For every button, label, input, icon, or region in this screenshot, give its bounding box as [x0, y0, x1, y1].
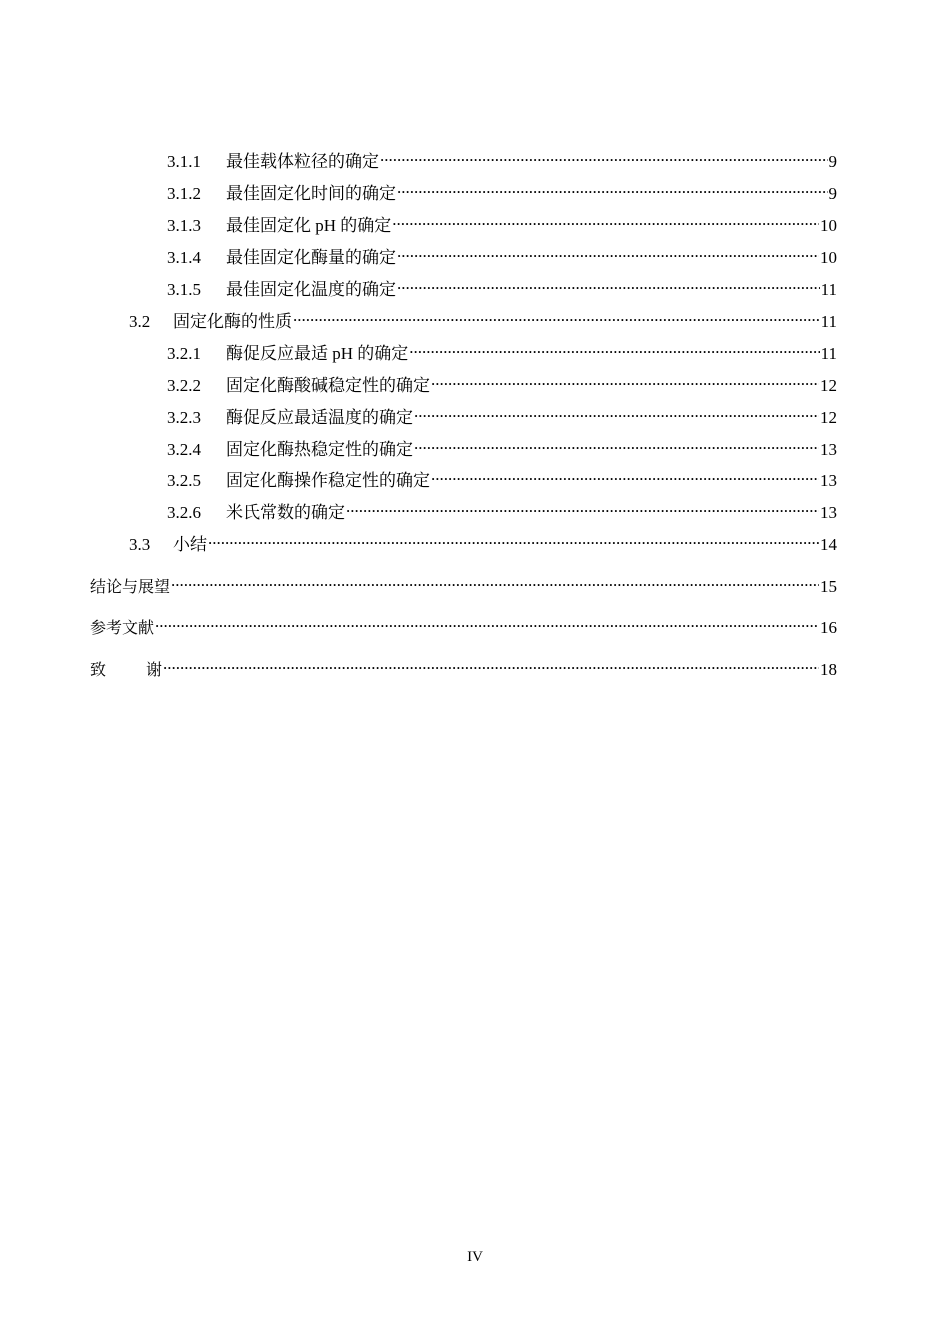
toc-section-number: 3.1.4	[167, 248, 201, 267]
toc-entry-3-1-1[interactable]	[167, 143, 837, 171]
toc-page-number: 18	[820, 660, 837, 679]
toc-section-number: 3.1.5	[167, 280, 201, 299]
toc-section-title: 米氏常数的确定	[226, 503, 345, 522]
toc-section-title: 最佳固定化酶量的确定	[226, 248, 396, 267]
toc-section-number: 3.2.6	[167, 503, 201, 522]
toc-page-number: 12	[820, 408, 837, 427]
toc-section-title: 参考文献	[90, 618, 155, 637]
toc-dot-leader	[431, 462, 819, 486]
toc-page-number: 12	[820, 376, 837, 395]
toc-page-number: 11	[820, 280, 837, 299]
toc-entry-3-1-2[interactable]	[167, 175, 837, 203]
toc-dot-leader	[346, 494, 819, 518]
toc-section-number: 3.1.3	[167, 216, 201, 235]
toc-dot-leader	[431, 367, 819, 391]
toc-page-number: 15	[820, 577, 837, 596]
toc-dot-leader	[293, 303, 820, 327]
toc-page-number: 10	[820, 216, 837, 235]
toc-entry-3-1-4[interactable]	[167, 239, 837, 267]
toc-page-number: 13	[820, 503, 837, 522]
toc-section-number: 3.2.2	[167, 376, 201, 395]
toc-page-number: 11	[820, 344, 837, 363]
toc-section-number: 3.2.4	[167, 440, 201, 459]
toc-page-number: 13	[820, 471, 837, 490]
toc-section-title: 最佳固定化时间的确定	[226, 184, 396, 203]
toc-dot-leader	[171, 568, 819, 592]
toc-section-title: 最佳固定化温度的确定	[226, 280, 396, 299]
toc-entry-3-2-2[interactable]	[167, 367, 837, 395]
toc-page-number: 9	[828, 152, 837, 171]
toc-page-number: 14	[820, 535, 837, 554]
toc-section-title: 最佳载体粒径的确定	[226, 152, 379, 171]
toc-dot-leader	[380, 143, 828, 167]
toc-section-number: 3.1.2	[167, 184, 201, 203]
toc-page-number: 9	[828, 184, 837, 203]
toc-section-title: 固定化酶操作稳定性的确定	[226, 471, 430, 490]
toc-entry-conclusion[interactable]	[90, 568, 837, 596]
toc-entry-3-3[interactable]	[129, 526, 837, 554]
toc-dot-leader	[155, 609, 819, 633]
toc-section-title: 最佳固定化 pH 的确定	[226, 216, 392, 235]
toc-dot-leader	[414, 399, 819, 423]
toc-section-title: 固定化酶的性质	[173, 312, 292, 331]
toc-page-number: 11	[820, 312, 837, 331]
toc-section-title: 固定化酶酸碱稳定性的确定	[226, 376, 430, 395]
toc-page-number: 13	[820, 440, 837, 459]
toc-entry-3-2-5[interactable]	[167, 462, 837, 490]
toc-title-first-char: 致	[90, 660, 107, 679]
toc-entry-3-2-4[interactable]	[167, 431, 837, 459]
toc-dot-leader	[397, 175, 828, 199]
toc-section-number: 3.2.3	[167, 408, 201, 427]
toc-dot-leader	[397, 239, 819, 263]
toc-section-number: 3.2.1	[167, 344, 201, 363]
page-footer	[0, 1247, 950, 1267]
toc-section-title: 固定化酶热稳定性的确定	[226, 440, 413, 459]
toc-entry-3-2-3[interactable]	[167, 399, 837, 427]
toc-entry-3-1-3[interactable]	[167, 207, 837, 235]
toc-dot-leader	[409, 335, 819, 359]
toc-section-number: 3.1.1	[167, 152, 201, 171]
toc-page-number: 10	[820, 248, 837, 267]
toc-dot-leader	[392, 207, 819, 231]
toc-entry-3-2-6[interactable]	[167, 494, 837, 522]
toc-section-title: 小结	[173, 535, 207, 554]
toc-section-title: 结论与展望	[90, 577, 171, 596]
toc-dot-leader	[208, 526, 819, 550]
toc-dot-leader	[163, 651, 819, 675]
toc-entry-3-1-5[interactable]	[167, 271, 837, 299]
toc-entry-acknowledgements[interactable]	[90, 651, 837, 679]
toc-entry-3-2-1[interactable]	[167, 335, 837, 363]
toc-title-second-char: 谢	[146, 660, 163, 679]
toc-section-number: 3.2.5	[167, 471, 201, 490]
toc-section-number: 3.2	[129, 312, 151, 331]
toc-section-number: 3.3	[129, 535, 151, 554]
toc-dot-leader	[414, 431, 819, 455]
page-number: IV	[467, 1249, 483, 1265]
toc-section-title	[90, 658, 162, 682]
toc-section-title: 酶促反应最适 pH 的确定	[226, 344, 409, 363]
toc-section-title: 酶促反应最适温度的确定	[226, 408, 413, 427]
toc-entry-references[interactable]	[90, 609, 837, 637]
toc-entry-3-2[interactable]	[129, 303, 837, 331]
toc-dot-leader	[397, 271, 820, 295]
toc-page-number: 16	[820, 618, 837, 637]
